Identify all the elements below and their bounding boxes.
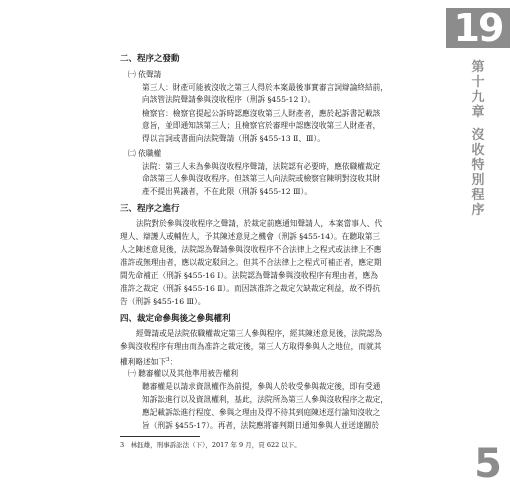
paragraph-line: 得以言詞或書面向法院聲請（刑訴 §455-13 Ⅱ、Ⅲ）。	[142, 134, 325, 143]
section-heading-initiation: 二、程序之發動	[120, 54, 180, 64]
paragraph-line: 第三人：財產可能被沒收之第三人得於本案最後事實審言詞辯論終結前，	[142, 83, 389, 92]
subheading-hearing-right: ㈠ 聽審權以及其他準用被告權利	[128, 369, 239, 378]
paragraph-line: 理人、辯護人或輔佐人，予其陳述意見之機會（刑訴 §455-14）。在聽取第三	[120, 232, 381, 241]
paragraph-line: 檢察官：檢察官提起公訴時認應沒收第三人財產者，應於起訴書記載該	[142, 109, 381, 118]
footnote-divider	[120, 436, 200, 437]
paragraph-line: 權利略述如下$^3$：	[120, 357, 178, 367]
paragraph-line: 應記載訴訟進行程度、參與之理由及得不待其到庭陳述逕行諭知沒收之	[142, 408, 381, 417]
paragraph-line: 法院對於參與沒收程序之聲請，於裁定前應通知聲請人，本案當事人、代	[136, 219, 383, 228]
subheading-ex-officio: ㈡ 依職權	[128, 149, 162, 158]
paragraph-line: 告（刑訴 §455-16 Ⅲ）。	[120, 297, 206, 306]
section-heading-proceedings: 三、程序之進行	[120, 204, 180, 214]
chapter-number-tab: 19	[446, 8, 510, 48]
paragraph-line: 人之陳述意見後，法院認為聲請參與沒收程序不合法律上之程式或法律上不應	[120, 245, 382, 254]
paragraph-line: 意旨，並即通知該第三人；且檢察官於審理中認應沒收第三人財產者，	[142, 121, 381, 130]
paragraph-line: 旨（刑訴 §455-17）。再者，法院應將審判期日通知參與人並送達關於	[142, 421, 380, 430]
footnote-marker: 3	[166, 357, 170, 363]
paragraph-line: 參與沒收程序有理由而為准許之裁定後，第三人方取得參與人之地位，而就其	[120, 342, 382, 351]
chapter-side-title	[470, 60, 486, 218]
page-number: 5	[474, 441, 502, 487]
paragraph-text: 權利略述如下	[120, 357, 167, 367]
paragraph-line: 聽審權是以請求資訊權作為前提，參與人於收受參與裁定後，即有受通	[142, 382, 381, 391]
subheading-by-application: ㈠ 依聲請	[128, 70, 162, 79]
chapter-topic: 沒收特別程序	[471, 128, 485, 218]
paragraph-line: 法院：第三人未為參與沒收程序聲請，法院認有必要時，應依職權裁定	[142, 162, 381, 171]
paragraph-line: 知訴訟進行以及資訊權利，基此，法院所為第三人參與沒收程序之裁定，	[142, 395, 389, 404]
paragraph-line: 准許之裁定（刑訴 §455-16 Ⅱ）。而因該准許之裁定欠缺裁定利益，故不得抗	[120, 284, 381, 293]
section-heading-participation-rights: 四、裁定命參與後之參與權利	[120, 314, 231, 324]
paragraph-line: 向該管法院聲請參與沒收程序（刑訴 §455-12 Ⅰ）。	[142, 95, 316, 104]
chapter-label: 第十九章	[471, 60, 485, 120]
paragraph-line: 准許或無理由者，應以裁定駁回之。但其不合法律上之程式可補正者，應定期	[120, 258, 382, 267]
paragraph-line: 命該第三人參與沒收程序。但該第三人向法院或檢察官陳明對沒收其財	[142, 174, 381, 183]
footnote: 3 林鈺雄，刑事訴訟法（下），2017 年 9 月，頁 622 以下。	[120, 441, 301, 449]
paragraph-line: 經聲請或是法院依職權裁定第三人參與程序，經其陳述意見後，法院認為	[136, 329, 383, 338]
paragraph-line: 產不提出異議者，不在此限（刑訴 §455-12 Ⅲ）。	[142, 187, 313, 196]
main-body-text	[120, 0, 430, 500]
paragraph-line: 間先命補正（刑訴 §455-16 Ⅰ）。法院認為聲請參與沒收程序有理由者，應為	[120, 271, 378, 280]
